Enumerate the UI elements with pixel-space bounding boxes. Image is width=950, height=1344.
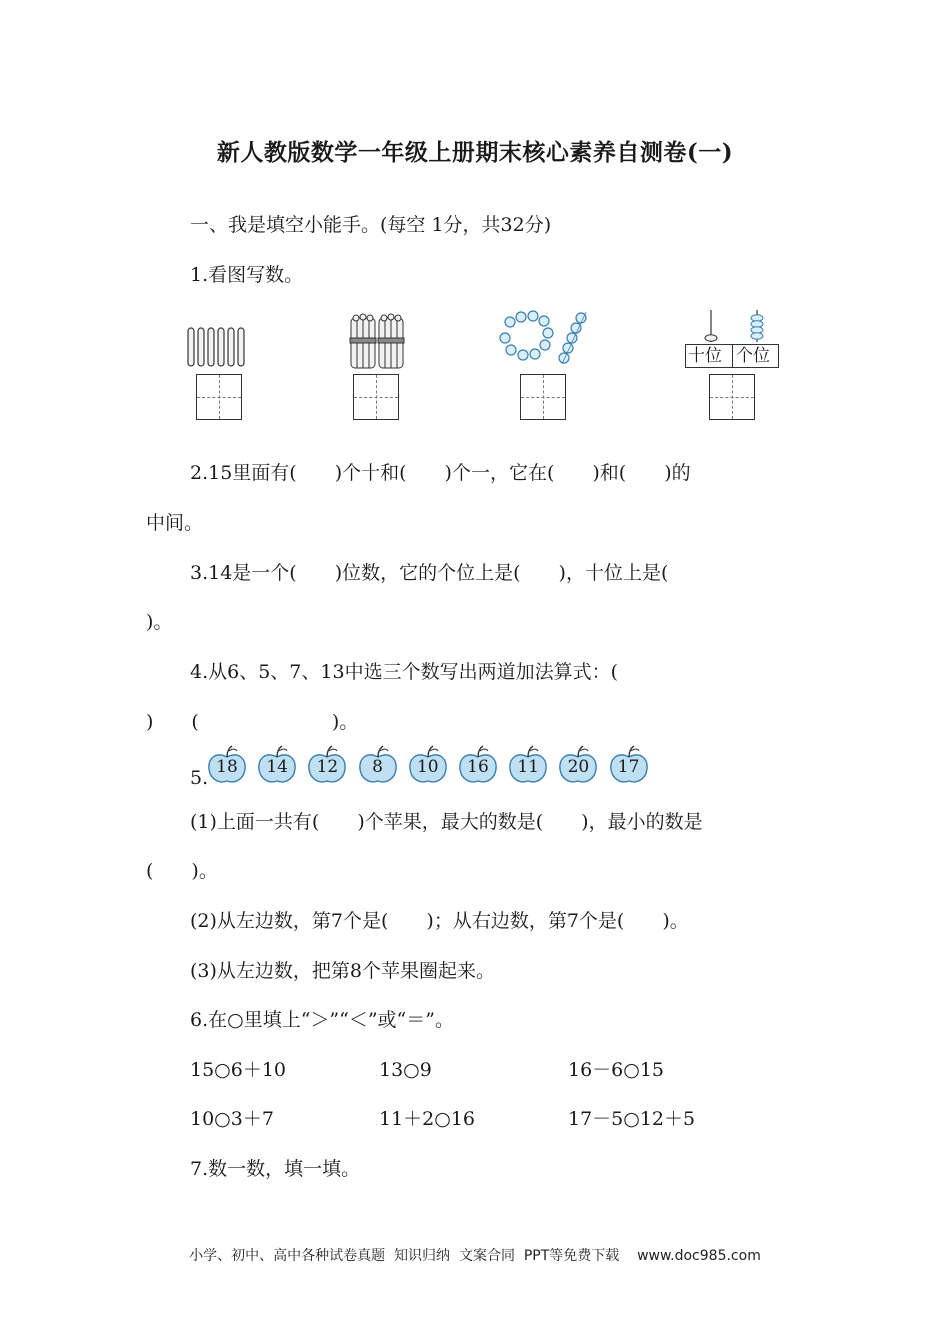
apple-number: 12 <box>316 757 339 777</box>
apple-item[interactable] <box>408 745 448 785</box>
compare-5: 11＋2○16 <box>379 1108 476 1130</box>
compare-2: 13○9 <box>379 1059 432 1081</box>
question-5: 5. <box>190 767 209 789</box>
abacus-figure <box>684 308 780 344</box>
apple-item[interactable] <box>609 745 649 785</box>
apple-item[interactable] <box>207 745 247 785</box>
answer-box-3[interactable] <box>520 374 566 420</box>
question-5-3: (3)从左边数，把第8个苹果圈起来。 <box>190 960 496 982</box>
compare-4: 10○3＋7 <box>190 1108 274 1130</box>
apple-item[interactable] <box>358 745 398 785</box>
answer-box-1[interactable] <box>196 374 242 420</box>
question-7: 7.数一数，填一填。 <box>190 1158 361 1180</box>
beads-figure <box>498 308 590 368</box>
apple-item[interactable] <box>458 745 498 785</box>
compare-1: 15○6＋10 <box>190 1059 287 1081</box>
apple-number: 11 <box>517 757 539 777</box>
compare-6: 17－5○12＋5 <box>568 1108 696 1130</box>
apple-item[interactable] <box>257 745 297 785</box>
question-3: 3.14是一个( )位数，它的个位上是( )，十位上是( <box>190 562 669 584</box>
ones-label: 个位 <box>736 346 770 366</box>
abacus-place-labels <box>685 344 779 368</box>
apple-number: 17 <box>617 757 640 777</box>
question-1: 1.看图写数。 <box>190 264 304 286</box>
question-5-1: (1)上面一共有( )个苹果，最大的数是( )，最小的数是 <box>190 811 703 833</box>
sticks-figure <box>183 320 253 370</box>
apple-number: 14 <box>266 757 288 777</box>
apple-number: 10 <box>416 757 439 777</box>
apple-number: 20 <box>567 757 590 777</box>
tens-label: 十位 <box>688 346 722 366</box>
page-title: 新人教版数学一年级上册期末核心素养自测卷(一) <box>216 139 734 166</box>
question-2-cont: 中间。 <box>146 512 204 534</box>
apple-number: 8 <box>372 757 383 777</box>
compare-3: 16－6○15 <box>568 1059 665 1081</box>
footer-text: 小学、初中、高中各种试卷真题 知识归纳 文案合同 PPT等免费下载 www.doc985.com <box>189 1248 761 1264</box>
answer-box-2[interactable] <box>353 374 399 420</box>
question-4: 4.从6、5、7、13中选三个数写出两道加法算式：( <box>190 661 618 683</box>
apple-item[interactable] <box>558 745 598 785</box>
bundles-figure <box>348 312 406 372</box>
apple-item[interactable] <box>307 745 347 785</box>
apple-number: 18 <box>216 757 238 777</box>
section-heading: 一、我是填空小能手。(每空 1分，共32分) <box>190 214 552 236</box>
answer-box-4[interactable] <box>709 374 755 420</box>
question-2: 2.15里面有( )个十和( )个一，它在( )和( )的 <box>190 462 691 484</box>
question-6: 6.在○里填上“＞”“＜”或“＝”。 <box>190 1009 454 1031</box>
question-3-cont: )。 <box>146 611 173 633</box>
apple-number: 16 <box>467 757 489 777</box>
question-4-cont: ) ( )。 <box>146 711 359 733</box>
question-5-1-cont: ( )。 <box>146 860 218 882</box>
question-5-2: (2)从左边数，第7个是( )；从右边数，第7个是( )。 <box>190 910 689 932</box>
apple-item[interactable] <box>508 745 548 785</box>
